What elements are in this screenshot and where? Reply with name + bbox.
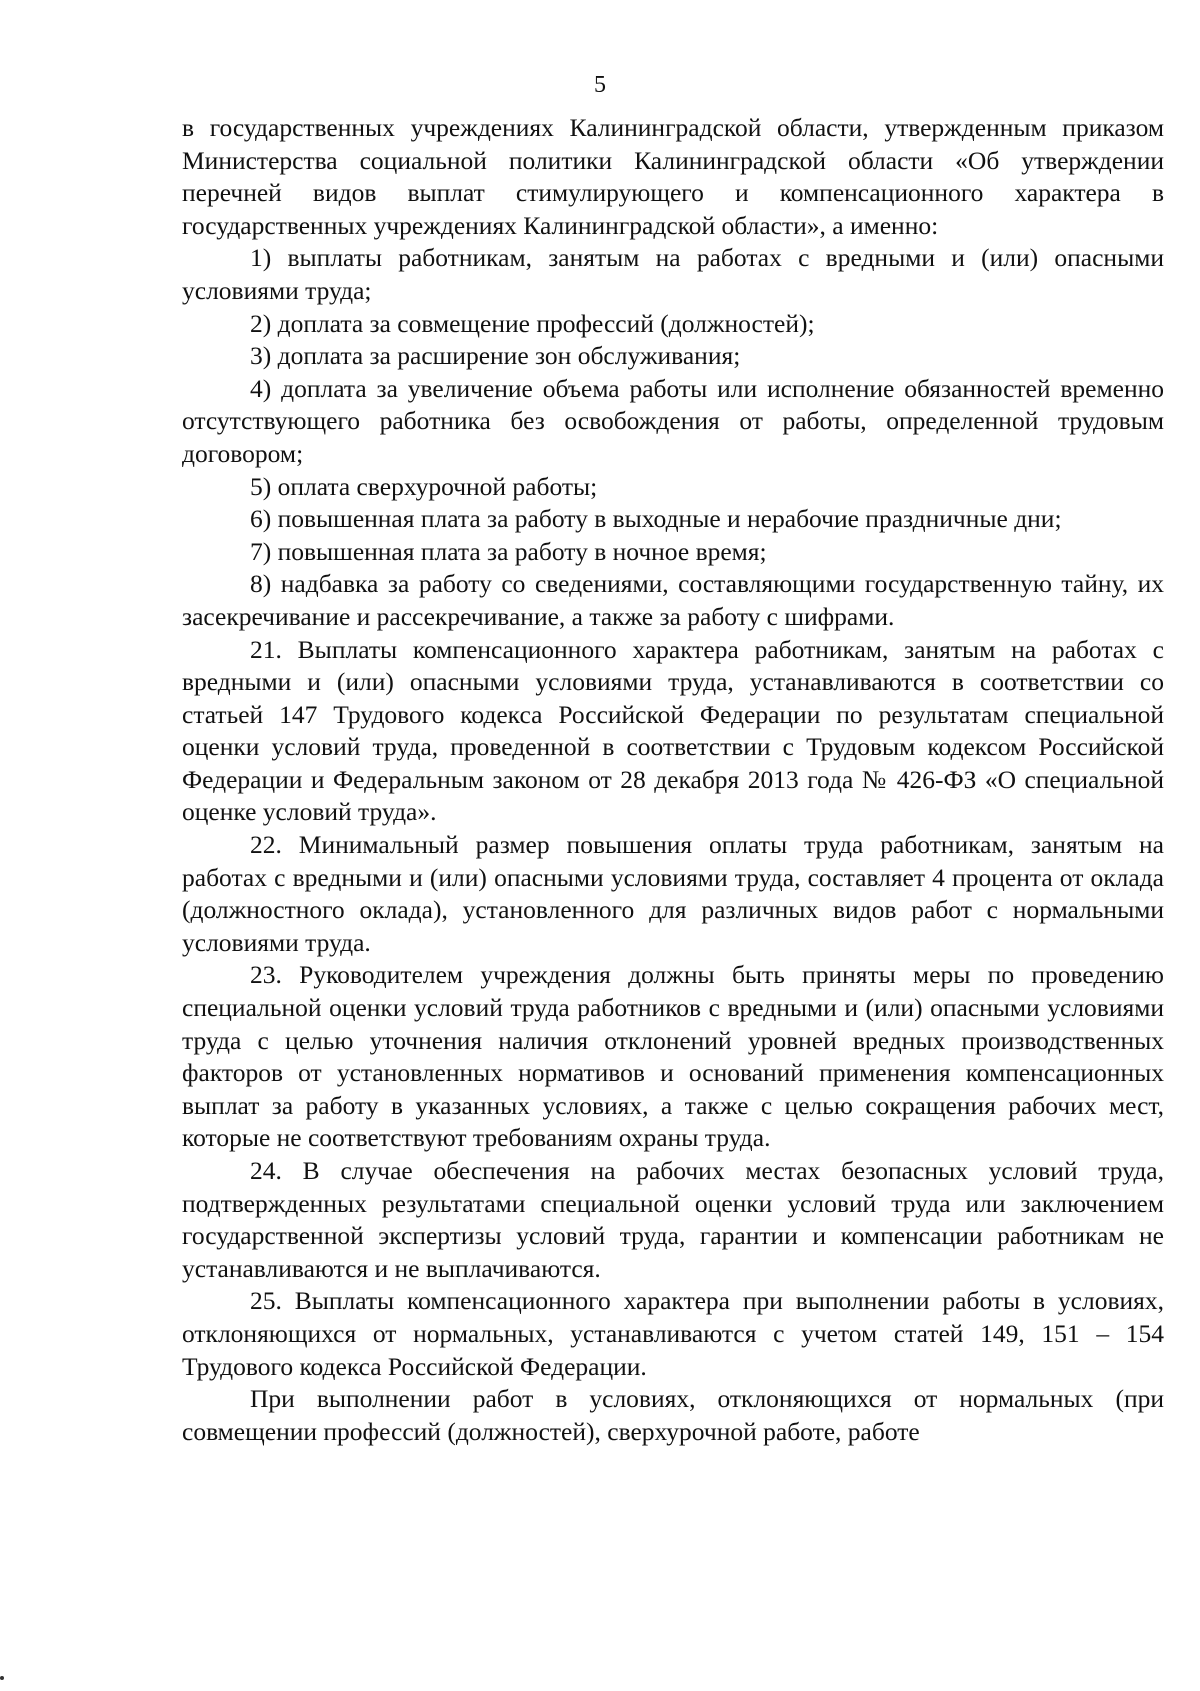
clause-25: 25. Выплаты компенсационного характера при выполнении работы в условиях, отклоняющихся от нормальных, устанавливаются с учетом статей 149, 151 – 154 Трудового кодекса Российской Федерации. [182, 1286, 1164, 1381]
page-number: 5 [594, 72, 606, 98]
list-item-6: 6) повышенная плата за работу в выходные и нерабочие праздничные дни; [250, 504, 1062, 534]
clause-23: 23. Руководителем учреждения должны быть приняты меры по проведению специальной оценки условий труда работников с вредными и (или) опасными условиями труда с целью уточнения наличия отклонений уровней вредных производственных факторов от установленных нормативов и оснований применения компенсационных выплат за работу в указанных условиях, а также с целью сокращения рабочих мест, которые не соответствуют требованиям охраны труда. [182, 960, 1164, 1153]
list-item-2: 2) доплата за совмещение профессий (должностей); [250, 308, 815, 338]
list-item-3: 3) доплата за расширение зон обслуживания; [250, 341, 741, 371]
list-item-5: 5) оплата сверхурочной работы; [250, 471, 598, 501]
clause-22: 22. Минимальный размер повышения оплаты труда работникам, занятым на работах с вредными и (или) опасными условиями труда, составляет 4 процента от оклада (должностного оклада), установленного для различных видов работ с нормальными условиями труда. [182, 830, 1164, 957]
list-item-8: 8) надбавка за работу со сведениями, составляющими государственную тайну, их засекречивание и рассекречивание, а также за работу с шифрами. [182, 569, 1164, 631]
document-body [182, 112, 1164, 1448]
clause-21: 21. Выплаты компенсационного характера работникам, занятым на работах с вредными и (или) опасными условиями труда, устанавливаются в соответствии со статьей 147 Трудового кодекса Российской Федерации по результатам специальной оценки условий труда, проведенной в соответствии с Трудовым кодексом Российской Федерации и Федеральным законом от 28 декабря 2013 года № 426-ФЗ «О специальной оценке условий труда». [182, 634, 1164, 827]
paragraph-continued: При выполнении работ в условиях, отклоняющихся от нормальных (при совмещении профессий (должностей), сверхурочной работе, работе [182, 1384, 1164, 1446]
list-item-1: 1) выплаты работникам, занятым на работах с вредными и (или) опасными условиями труда; [182, 243, 1164, 305]
list-item-4: 4) доплата за увеличение объема работы или исполнение обязанностей временно отсутствующего работника без освобождения от работы, определенной трудовым договором; [182, 373, 1164, 468]
clause-24: 24. В случае обеспечения на рабочих местах безопасных условий труда, подтвержденных результатами специальной оценки условий труда или заключением государственной экспертизы условий труда, гарантии и компенсации работникам не устанавливаются и не выплачиваются. [182, 1156, 1164, 1283]
scan-artifact [0, 1676, 4, 1680]
list-item-7: 7) повышенная плата за работу в ночное время; [250, 536, 767, 566]
paragraph-intro: в государственных учреждениях Калининградской области, утвержденным приказом Министерства социальной политики Калининградской области «Об утверждении перечней видов выплат стимулирующего и компенсационного характера в государственных учреждениях Калининградской области», а именно: [182, 113, 1164, 240]
